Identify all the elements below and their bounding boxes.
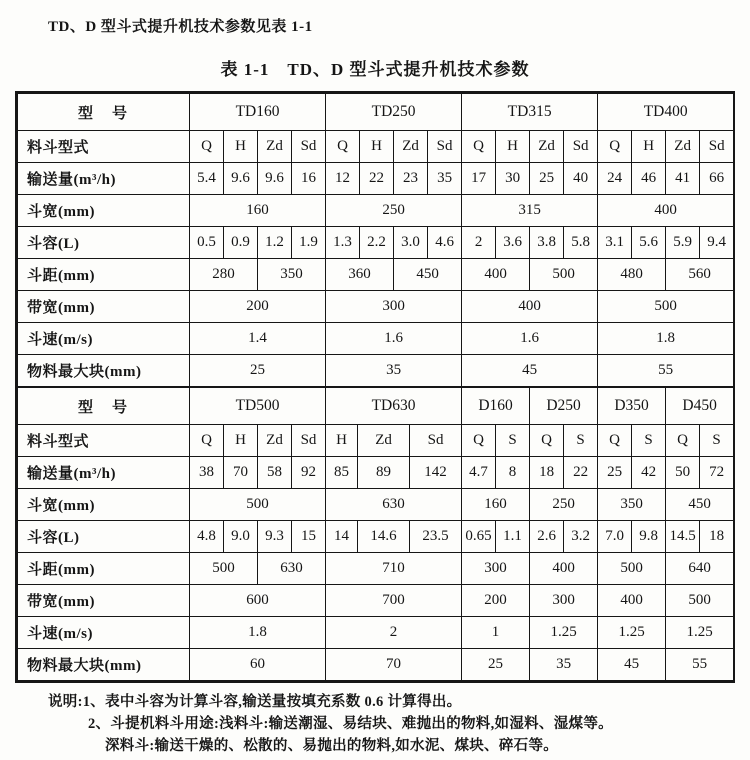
data-cell: 23 — [394, 163, 428, 195]
data-cell: 400 — [530, 553, 598, 585]
data-cell: 25 — [462, 649, 530, 681]
model-header-row — [18, 94, 734, 131]
row-label-cell: 斗距(mm) — [18, 259, 190, 291]
data-cell: H — [632, 131, 666, 163]
data-cell: 24 — [598, 163, 632, 195]
data-cell: H — [496, 131, 530, 163]
data-cell: 1.8 — [190, 617, 326, 649]
table-row — [18, 617, 734, 649]
data-cell: Q — [598, 425, 632, 457]
data-cell: 200 — [462, 585, 530, 617]
data-cell: 1.3 — [326, 227, 360, 259]
data-cell: 500 — [190, 489, 326, 521]
data-cell: 22 — [564, 457, 598, 489]
data-cell: 9.4 — [700, 227, 734, 259]
data-cell: 450 — [394, 259, 462, 291]
data-cell: 9.6 — [224, 163, 258, 195]
data-cell: 630 — [326, 489, 462, 521]
data-cell: 42 — [632, 457, 666, 489]
data-cell: 18 — [530, 457, 564, 489]
data-cell: 12 — [326, 163, 360, 195]
data-cell: 38 — [190, 457, 224, 489]
data-cell: 40 — [564, 163, 598, 195]
data-cell: 41 — [666, 163, 700, 195]
data-cell: 92 — [292, 457, 326, 489]
table-section-td160-td400 — [17, 93, 734, 387]
data-cell: 25 — [190, 355, 326, 387]
data-cell: 250 — [530, 489, 598, 521]
data-cell: Zd — [358, 425, 410, 457]
data-cell: 2 — [326, 617, 462, 649]
data-cell: H — [360, 131, 394, 163]
model-name-cell: TD630 — [326, 388, 462, 425]
table-row — [18, 291, 734, 323]
note-line-3: 深料斗:输送干燥的、松散的、易抛出的物料,如水泥、煤块、碎石等。 — [105, 738, 559, 754]
data-cell: 2 — [462, 227, 496, 259]
data-cell: 55 — [598, 355, 734, 387]
data-cell: S — [700, 425, 734, 457]
data-cell: Zd — [666, 131, 700, 163]
data-cell: 2.2 — [360, 227, 394, 259]
data-cell: 0.65 — [462, 521, 496, 553]
data-cell: 300 — [462, 553, 530, 585]
data-cell: 710 — [326, 553, 462, 585]
row-label-cell: 斗容(L) — [18, 227, 190, 259]
row-label-cell: 斗宽(mm) — [18, 489, 190, 521]
data-cell: 400 — [462, 291, 598, 323]
table-title: 表 1-1 TD、D 型斗式提升机技术参数 — [220, 60, 530, 79]
data-cell: Sd — [410, 425, 462, 457]
data-cell: 142 — [410, 457, 462, 489]
data-cell: 1.25 — [666, 617, 734, 649]
data-cell: Q — [666, 425, 700, 457]
data-cell: 500 — [530, 259, 598, 291]
data-cell: 160 — [462, 489, 530, 521]
data-cell: 480 — [598, 259, 666, 291]
model-name-cell: TD315 — [462, 94, 598, 131]
model-name-cell: D250 — [530, 388, 598, 425]
model-header-label: 型 号 — [18, 388, 190, 425]
data-cell: 2.6 — [530, 521, 564, 553]
data-cell: 5.8 — [564, 227, 598, 259]
data-cell: 500 — [598, 553, 666, 585]
data-cell: 400 — [598, 585, 666, 617]
table-row — [18, 457, 734, 489]
row-label-cell: 物料最大块(mm) — [18, 355, 190, 387]
row-label-cell: 斗速(m/s) — [18, 323, 190, 355]
data-cell: 300 — [530, 585, 598, 617]
table-row — [18, 323, 734, 355]
data-cell: 66 — [700, 163, 734, 195]
data-cell: 315 — [462, 195, 598, 227]
data-cell: 3.6 — [496, 227, 530, 259]
data-cell: Sd — [292, 425, 326, 457]
data-cell: Q — [326, 131, 360, 163]
row-label-cell: 斗容(L) — [18, 521, 190, 553]
model-header-row — [18, 388, 734, 425]
row-label-cell: 料斗型式 — [18, 425, 190, 457]
data-cell: 640 — [666, 553, 734, 585]
data-cell: 3.1 — [598, 227, 632, 259]
data-cell: 160 — [190, 195, 326, 227]
data-cell: 400 — [462, 259, 530, 291]
data-cell: 5.9 — [666, 227, 700, 259]
data-cell: Q — [190, 425, 224, 457]
data-cell: 1.4 — [190, 323, 326, 355]
table-row — [18, 131, 734, 163]
data-cell: H — [224, 425, 258, 457]
data-cell: 0.9 — [224, 227, 258, 259]
data-cell: 600 — [190, 585, 326, 617]
data-cell: 58 — [258, 457, 292, 489]
data-cell: S — [564, 425, 598, 457]
data-cell: 200 — [190, 291, 326, 323]
data-cell: Q — [462, 131, 496, 163]
table-row — [18, 649, 734, 681]
model-name-cell: TD400 — [598, 94, 734, 131]
data-cell: 1.6 — [326, 323, 462, 355]
data-cell: 1.25 — [598, 617, 666, 649]
data-cell: 9.3 — [258, 521, 292, 553]
model-name-cell: D160 — [462, 388, 530, 425]
row-label-cell: 带宽(mm) — [18, 291, 190, 323]
data-cell: 3.8 — [530, 227, 564, 259]
data-cell: 14 — [326, 521, 358, 553]
data-cell: 1.1 — [496, 521, 530, 553]
data-cell: S — [496, 425, 530, 457]
data-cell: 4.7 — [462, 457, 496, 489]
row-label-cell: 斗宽(mm) — [18, 195, 190, 227]
parameters-table — [15, 91, 735, 683]
row-label-cell: 输送量(m³/h) — [18, 163, 190, 195]
data-cell: 1.2 — [258, 227, 292, 259]
data-cell: 14.5 — [666, 521, 700, 553]
table-row — [18, 553, 734, 585]
table-row — [18, 163, 734, 195]
data-cell: H — [224, 131, 258, 163]
model-name-cell: D350 — [598, 388, 666, 425]
data-cell: 500 — [190, 553, 258, 585]
row-label-cell: 物料最大块(mm) — [18, 649, 190, 681]
data-cell: 89 — [358, 457, 410, 489]
data-cell: 8 — [496, 457, 530, 489]
data-cell: 70 — [224, 457, 258, 489]
data-cell: 280 — [190, 259, 258, 291]
table-row — [18, 227, 734, 259]
row-label-cell: 斗距(mm) — [18, 553, 190, 585]
intro-text: TD、D 型斗式提升机技术参数见表 1-1 — [48, 19, 313, 35]
data-cell: Sd — [700, 131, 734, 163]
data-cell: 45 — [462, 355, 598, 387]
data-cell: 350 — [598, 489, 666, 521]
table-row — [18, 585, 734, 617]
data-cell: 25 — [598, 457, 632, 489]
notes-block — [0, 691, 750, 757]
data-cell: 55 — [666, 649, 734, 681]
note-line-2: 2、斗提机料斗用途:浅料斗:输送潮湿、易结块、难抛出的物料,如湿料、湿煤等。 — [88, 716, 613, 732]
data-cell: 9.0 — [224, 521, 258, 553]
table-row — [18, 355, 734, 387]
data-cell: 5.6 — [632, 227, 666, 259]
data-cell: Zd — [394, 131, 428, 163]
data-cell: 500 — [666, 585, 734, 617]
data-cell: 250 — [326, 195, 462, 227]
data-cell: Zd — [258, 131, 292, 163]
data-cell: 9.8 — [632, 521, 666, 553]
data-cell: 560 — [666, 259, 734, 291]
data-cell: 1.9 — [292, 227, 326, 259]
model-name-cell: TD500 — [190, 388, 326, 425]
table-section-td500-d450 — [17, 387, 734, 681]
data-cell: 7.0 — [598, 521, 632, 553]
data-cell: 45 — [598, 649, 666, 681]
row-label-cell: 带宽(mm) — [18, 585, 190, 617]
data-cell: 18 — [700, 521, 734, 553]
data-cell: 1.6 — [462, 323, 598, 355]
data-cell: 360 — [326, 259, 394, 291]
data-cell: Q — [530, 425, 564, 457]
data-cell: 1.8 — [598, 323, 734, 355]
data-cell: Sd — [564, 131, 598, 163]
data-cell: 700 — [326, 585, 462, 617]
data-cell: 46 — [632, 163, 666, 195]
data-cell: 5.4 — [190, 163, 224, 195]
data-cell: Zd — [530, 131, 564, 163]
data-cell: 35 — [428, 163, 462, 195]
data-cell: 630 — [258, 553, 326, 585]
data-cell: 4.8 — [190, 521, 224, 553]
row-label-cell: 料斗型式 — [18, 131, 190, 163]
data-cell: S — [632, 425, 666, 457]
data-cell: 500 — [598, 291, 734, 323]
data-cell: 400 — [598, 195, 734, 227]
data-cell: 3.2 — [564, 521, 598, 553]
data-cell: 85 — [326, 457, 358, 489]
data-cell: 60 — [190, 649, 326, 681]
data-cell: 350 — [258, 259, 326, 291]
data-cell: Zd — [258, 425, 292, 457]
model-header-label: 型 号 — [18, 94, 190, 131]
data-cell: 35 — [326, 355, 462, 387]
data-cell: Sd — [428, 131, 462, 163]
data-cell: 22 — [360, 163, 394, 195]
data-cell: 23.5 — [410, 521, 462, 553]
table-row — [18, 195, 734, 227]
data-cell: 14.6 — [358, 521, 410, 553]
data-cell: 1 — [462, 617, 530, 649]
table-row — [18, 425, 734, 457]
data-cell: 30 — [496, 163, 530, 195]
data-cell: 9.6 — [258, 163, 292, 195]
data-cell: 4.6 — [428, 227, 462, 259]
table-row — [18, 259, 734, 291]
data-cell: 300 — [326, 291, 462, 323]
data-cell: Q — [190, 131, 224, 163]
note-line-1: 说明:1、表中斗容为计算斗容,输送量按填充系数 0.6 计算得出。 — [48, 694, 462, 710]
data-cell: Q — [598, 131, 632, 163]
data-cell: 17 — [462, 163, 496, 195]
model-name-cell: TD250 — [326, 94, 462, 131]
data-cell: Q — [462, 425, 496, 457]
data-cell: 72 — [700, 457, 734, 489]
data-cell: 25 — [530, 163, 564, 195]
data-cell: 450 — [666, 489, 734, 521]
model-name-cell: D450 — [666, 388, 734, 425]
data-cell: 50 — [666, 457, 700, 489]
data-cell: 35 — [530, 649, 598, 681]
table-row — [18, 521, 734, 553]
data-cell: 15 — [292, 521, 326, 553]
data-cell: 3.0 — [394, 227, 428, 259]
row-label-cell: 输送量(m³/h) — [18, 457, 190, 489]
data-cell: 0.5 — [190, 227, 224, 259]
model-name-cell: TD160 — [190, 94, 326, 131]
row-label-cell: 斗速(m/s) — [18, 617, 190, 649]
data-cell: 1.25 — [530, 617, 598, 649]
data-cell: H — [326, 425, 358, 457]
data-cell: Sd — [292, 131, 326, 163]
data-cell: 70 — [326, 649, 462, 681]
table-row — [18, 489, 734, 521]
data-cell: 16 — [292, 163, 326, 195]
